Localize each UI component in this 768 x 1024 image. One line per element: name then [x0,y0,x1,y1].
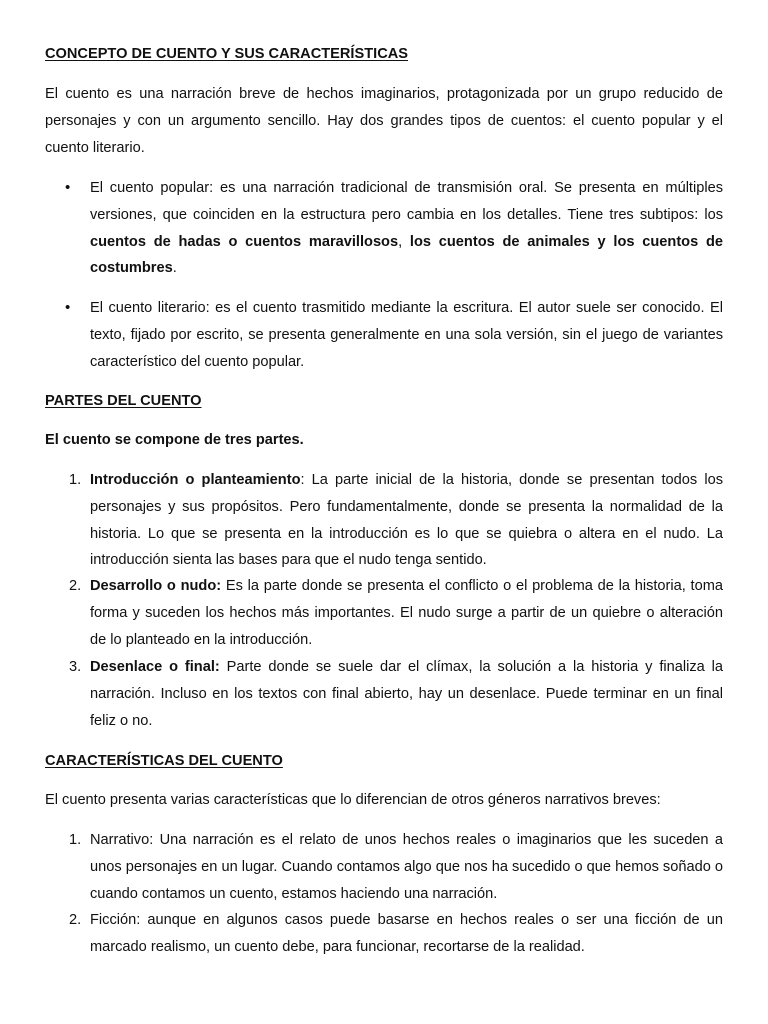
bullet-text-part: , [398,233,410,250]
list-item [45,467,723,574]
bullet-text: El cuento literario: es el cuento trasmitido mediante la escritura. El autor suele ser conocido. El texto, fijado por escrito, se presenta generalmente en una sola versión, sin el juego de variantes característico del cuento popular. [90,300,723,370]
bullet-item-cuento-literario [45,295,723,375]
list-item [45,573,723,653]
list-item-text [90,467,723,574]
list-item [45,827,723,907]
list-number: 1. [69,472,82,488]
bullet-text-part: El cuento popular: es una narración tradicional de transmisión oral. Se presenta en múltiples versiones, que coinciden en la estructura pero cambia en los detalles. Tiene tres subtipos: los [90,180,723,223]
list-number: 2. [69,578,82,594]
list-number: 3. [69,659,82,675]
bullet-bold-part: los cuentos de animales y los cuentos de costumbres [90,233,724,277]
section-heading-partes: PARTES DEL CUENTO [45,393,202,409]
list-number: 1. [69,832,82,848]
list-item-text [90,654,723,734]
list-item [45,654,723,734]
list-item-desc: Es la parte donde se presenta el conflicto o el problema de la historia, toma forma y suceden los hechos más importantes. El nudo surge a partir de un quiebre o alteración de lo planteado en la introducción. [90,578,723,648]
section-heading-caracteristicas: CARACTERÍSTICAS DEL CUENTO [45,753,283,769]
list-item-term: Desenlace o final: [90,659,220,675]
list-item-desc: : La parte inicial de la historia, donde se presentan todos los personajes y sus propósitos. Pero fundamentalmente, donde se presenta la normalidad de la historia. Lo que se presenta en la introducción es lo que se quiebra o altera en el nudo. La introducción sienta las bases para que el nudo tenga sentido. [90,472,723,569]
bullet-bold-part: cuentos de hadas o cuentos maravillosos [90,233,399,250]
bullet-marker: • [65,179,71,196]
section-subheading: El cuento se compone de tres partes. [45,432,304,448]
list-item-text [90,573,723,653]
section-heading-concepto: CONCEPTO DE CUENTO Y SUS CARACTERÍSTICAS [45,46,409,62]
list-number: 2. [69,912,82,928]
list-item-term: Introducción o planteamiento [90,472,301,488]
bullet-text [90,175,723,282]
list-item [45,907,723,961]
list-item-desc: Parte donde se suele dar el clímax, la solución a la historia y finaliza la narración. Incluso en los textos con final abierto, hay un desenlace. Puede terminar en un final feliz o no. [90,659,724,729]
bullet-text-part: . [172,260,177,277]
list-item-text: Ficción: aunque en algunos casos puede basarse en hechos reales o ser una ficción de un marcado realismo, un cuento debe, para funcionar, recortarse de la realidad. [90,912,723,955]
section-intro: El cuento presenta varias características que lo diferencian de otros géneros narrativos breves: [45,792,661,808]
list-item-text: Narrativo: Una narración es el relato de unos hechos reales o imaginarios que les suceden a unos personajes en un lugar. Cuando contamos algo que nos ha sucedido o que hemos soñado o cuando contamos un cuento, estamos haciendo una narración. [90,832,723,902]
bullet-marker: • [65,299,71,316]
intro-paragraph: El cuento es una narración breve de hechos imaginarios, protagonizada por un grupo reducido de personajes y con un argumento sencillo. Hay dos grandes tipos de cuentos: el cuento popular y el cuento literario. [45,86,723,156]
list-item-term: Desarrollo o nudo: [90,578,222,594]
bullet-item-cuento-popular [45,175,723,282]
